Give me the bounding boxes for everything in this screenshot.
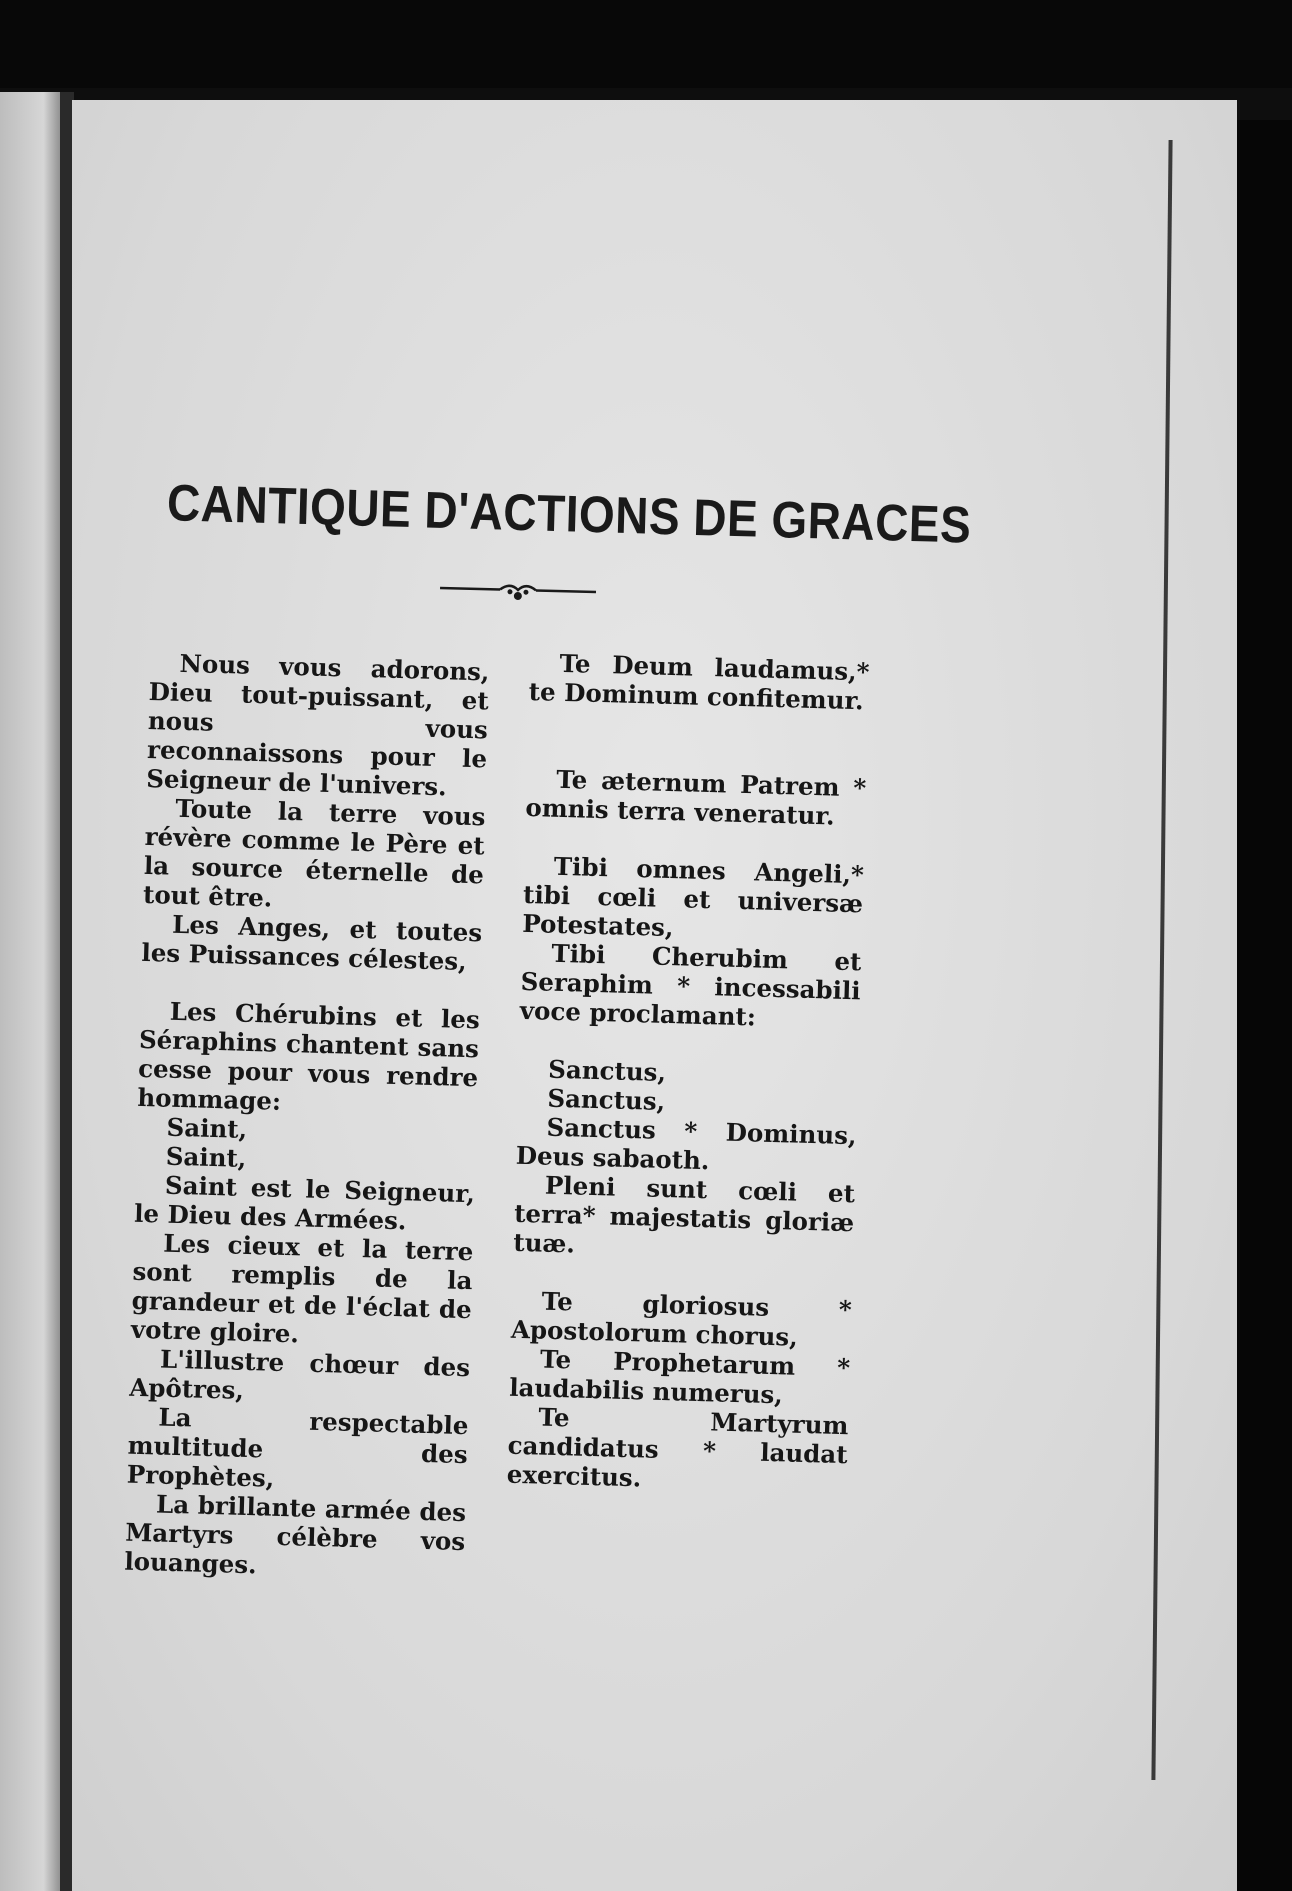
french-verse: Nous vous adorons, Dieu tout-puissant, et nous vous reconnaissons pour le Seigneur de l'univers.	[145, 648, 490, 802]
facing-page-edge	[0, 92, 62, 1891]
latin-verse: Pleni sunt cœli et terra* majestatis gloriæ tuæ.	[512, 1170, 856, 1259]
french-verse: La brillante armée des Martyrs célèbre vos louanges.	[124, 1489, 467, 1580]
latin-verse: Te gloriosus * Apostolorum chorus,	[510, 1286, 853, 1352]
ornament-divider-icon	[438, 576, 599, 606]
french-verse: Les cieux et la terre sont remplis de la grandeur et de l'éclat de votre gloire.	[130, 1228, 474, 1349]
latin-verse: Te Prophetarum * laudabilis numerus,	[508, 1344, 851, 1410]
latin-verse: Tibi omnes Angeli,* tibi cœli et universæ Potestates,	[521, 851, 865, 943]
page-title: CANTIQUE D'ACTIONS DE GRACES	[166, 473, 973, 554]
french-verse: Toute la terre vous révère comme le Père et la source éternelle de tout être.	[142, 793, 486, 913]
french-verse: L'illustre chœur des Apôtres,	[128, 1344, 471, 1405]
latin-verse: Sanctus * Dominus, Deus sabaoth.	[515, 1112, 857, 1176]
french-column	[124, 648, 490, 1585]
latin-verse: Sanctus,	[547, 1083, 666, 1116]
latin-verse: Tibi Cherubim et Seraphim * incessabili voce proclamant:	[519, 938, 862, 1032]
scan-background-top	[0, 0, 1292, 88]
latin-verse: Te Martyrum candidatus * laudat exercitus.	[506, 1402, 849, 1493]
french-verse: Les Chérubins et les Séraphins chantent sans cesse pour vous rendre hommage:	[137, 996, 481, 1116]
latin-verse: Te Deum laudamus,* te Dominum confitemur.	[528, 648, 870, 716]
french-verse: La respectable multitude des Prophètes,	[126, 1402, 469, 1493]
scan-background-right	[1237, 120, 1292, 1891]
french-verse: Saint,	[166, 1112, 248, 1144]
latin-column	[507, 648, 870, 1498]
french-verse: Saint est le Seigneur, le Dieu des Armées.	[133, 1170, 476, 1236]
french-verse: Les Anges, et toutes les Puissances célestes,	[141, 909, 483, 976]
latin-verse: Te æternum Patrem * omnis terra veneratur.	[525, 764, 867, 831]
french-verse: Saint,	[165, 1141, 247, 1173]
latin-verse: Sanctus,	[547, 1054, 667, 1087]
